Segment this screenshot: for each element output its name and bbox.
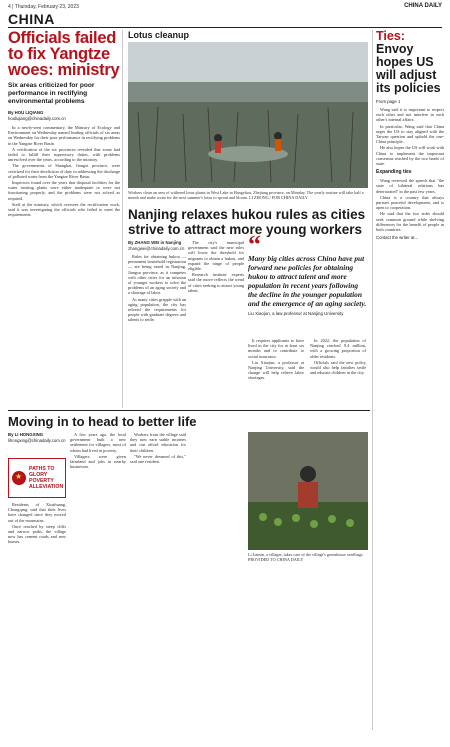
lotus-photo [128, 42, 368, 188]
photo-label: Lotus cleanup [128, 30, 190, 40]
lead-byline: By HOU LIQIANG houliqiang@chinadaily.com.cn [8, 110, 66, 121]
series-badge [8, 458, 66, 498]
ties-story [376, 30, 444, 240]
quote-source: Liu Xiaojun, a law professor at Nanjing University [248, 311, 344, 316]
quote-mark-icon: “ [248, 230, 261, 259]
bottom-body-col-1 [8, 502, 66, 546]
center-body-col-2 [188, 240, 244, 294]
paragraph: "We never dreamed of this," said one resident. [130, 453, 186, 465]
lotus-photo-image [128, 42, 368, 188]
star-emblem-icon [12, 471, 26, 485]
paragraph: In a newly-seen commentary, the Ministry of Ecology and Environment on Wednesday named leading officials of six areas on Wednesday for their poor performance in rectifying problems in the Yangtze River Basin. [8, 125, 120, 146]
bottom-photo-caption: Li Jiamin, a villager, takes care of the village's greenhouse seedlings. PROVIDED TO CHINA DAILY [248, 552, 364, 563]
quote-text: Many big cities across China have put forward new policies for obtaining hukou to attract talent and more population in recent years following the decline in the younger population and the emergence of an aging society. [248, 254, 367, 308]
bottom-headline: Moving in to head to better life [8, 414, 197, 429]
paragraph: Wang said it is important to respect each other and not interfere in each other's internal affairs. [376, 107, 444, 123]
greenhouse-photo-image [248, 432, 368, 550]
ties-subhead: Expanding ties [376, 169, 412, 176]
paragraph: Inspectors found over the years that disposal facilities for the water treating plants were either inadequate or were not functioning properly, and the problems were not solved as required. [8, 180, 120, 201]
paragraph: It requires applicants to have lived in the city for at least six months and to contribute to social insurance. [248, 338, 304, 359]
center-body-col-4 [310, 338, 366, 376]
bottom-byline: By LI HONGXING lihongxing@chinadaily.com.cn [8, 432, 66, 443]
masthead-name: CHINA DAILY [404, 3, 442, 9]
pull-quote [248, 230, 368, 316]
header-rule [8, 27, 442, 28]
center-body-col-1 [128, 240, 186, 324]
ties-body [376, 107, 444, 166]
paragraph: He said that the two sides should seek common ground while shelving differences for the benefit of people in both countries. [376, 211, 444, 233]
lead-story [8, 30, 120, 218]
paragraph: A few years ago, the local government built a new settlement for villagers, most of whom had lived in poverty. [70, 432, 126, 453]
contact-line: Contact the writer at... [376, 235, 419, 241]
paragraph: In particular, Wang said that China urges the US to stay aligned with the Taiwan question and uphold the one-China principle. [376, 123, 444, 145]
greenhouse-photo [248, 432, 368, 550]
paragraph: As many cities grapple with an aging population, the city has relaxed the requirements for people with graduate degrees and talents to settle. [128, 296, 186, 323]
bottom-body-col-3 [130, 432, 186, 465]
paragraph: Staff at the ministry, which oversees the rectification work, said it was investigating the officials who failed to meet the requirements. [8, 201, 120, 218]
photo-caption: Workers clean an area of withered lotus plants in West Lake in Hangzhou, Zhejiang province, on Monday. The yearly routine will take half a month and make room for the next summer's lotus to sprout and bloom. LI ZHONG / FOR CHINA DAILY [128, 190, 364, 201]
center-body-col-3 [248, 338, 304, 382]
paragraph: Workers from the village said they now earn stable incomes and can afford education for their children. [130, 432, 186, 453]
paragraph: Research institute experts said the move reflects the trend of cities seeking to attract young talent. [188, 272, 244, 293]
page-folio: 4 | Thursday, February 23, 2023 [8, 4, 79, 10]
paragraph: He also hopes the US will work with China to implement the important consensus reached by the two heads of state. [376, 145, 444, 167]
lead-headline: Officials failed to fix Yangtze woes: ministry [8, 29, 120, 79]
paragraph: Rules for obtaining hukou — permanent household registration — are being eased in Nanjing, Jiangsu province, as it competes with other cities for an infusion of younger workers to solve the problems of an aging society and a shortage of labor. [128, 254, 186, 296]
paragraph: Liu Xiaojun, a professor at Nanjing University, said the change will help relieve labor shortages. [248, 359, 304, 381]
center-headline: Nanjing relaxes hukou rules as cities strive to attract more young workers [128, 207, 366, 237]
paragraph: In 2022, the population of Nanjing reached 9.4 million, with a growing proportion of older residents. [310, 338, 366, 359]
ties-headline: Ties: Envoy hopes US will adjust its policies [376, 29, 441, 95]
paragraph: Officials said the new policy would also help families settle and educate children in the city. [310, 359, 366, 376]
column-divider [122, 30, 123, 408]
column-divider [372, 30, 373, 730]
bottom-body-col-2 [70, 432, 126, 470]
paragraph: The city's municipal government said the new rules will lower the threshold for migrants to obtain a hukou, and expand the range of people eligible. [188, 240, 244, 272]
lead-body [8, 125, 120, 217]
paragraph: The governments of Shanghai, Jiangxi province, were criticized for their dereliction of duty in addressing the discharge of polluted water from the Yangtze River Basin. [8, 163, 120, 179]
badge-label: PATHS TO GLORY POVERTY ALLEVIATION [29, 466, 64, 490]
from-page-label: From page 1 [376, 99, 401, 104]
paragraph: Wang reviewed the speech that "the state of bilateral relations has deteriorated" in the past few years. [376, 178, 444, 194]
lead-dek: Six areas criticized for poor performance in rectifying environmental problems [8, 82, 95, 105]
center-byline: By ZHANG WEI in Nanjing zhangwei@chinadaily.com.cn [128, 240, 185, 251]
paragraph: China is a country that always pursues peaceful development, and is open to cooperation. [376, 194, 444, 211]
paragraph: Villagers were given farmland and jobs in nearby businesses. [70, 453, 126, 470]
ties-body-2 [376, 178, 444, 232]
section-title: CHINA [8, 11, 55, 27]
paragraph: A verification of the six provinces revealed that some had failed to fulfill their supervisory duties, with problems unresolved over the years, according to the ministry. [8, 146, 120, 163]
paragraph: Residents of Xiuzhuang, Chongqing, said that their lives have changed since they moved out of the mountains. [8, 502, 66, 523]
section-rule [8, 410, 370, 411]
paragraph: Once reached by steep cliffs and narrow paths, the village now has cement roads and new homes. [8, 523, 66, 545]
